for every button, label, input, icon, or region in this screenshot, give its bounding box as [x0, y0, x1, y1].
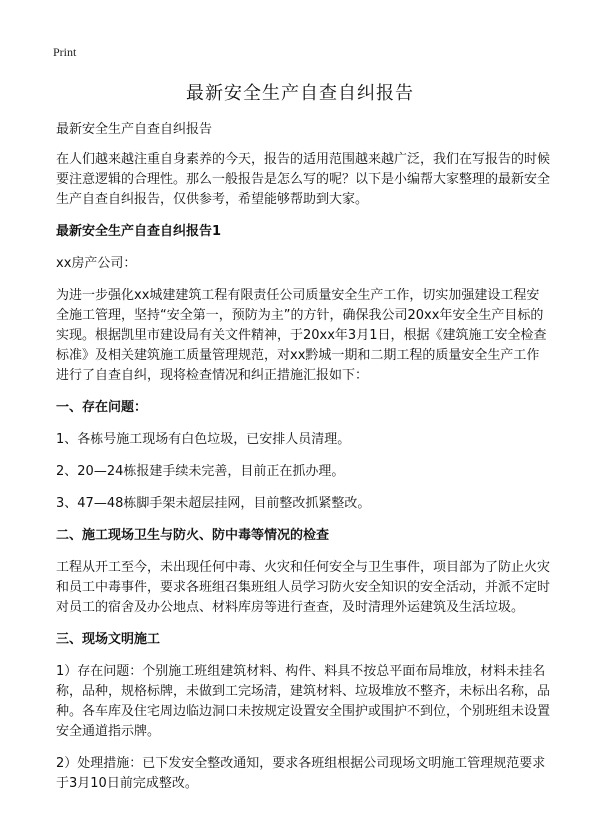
sub-item-1: 1）存在问题：个别施工班组建筑材料、构件、料具不按总平面布局堆放，材料未挂名称，品种，规格标牌，未做到工完场清，建筑材料、垃圾堆放不整齐，未标出名称，品种。各车库及住宅周边临边洞口未按规定设置安全围护或围护不到位，个别班组未设置安全通道指示牌。 — [56, 664, 551, 739]
intro-paragraph: 在人们越来越注重自身素养的今天，报告的适用范围越来越广泛，我们在写报告的时候要注意逻辑的合理性。那么一般报告是怎么写的呢？以下是小编帮大家整理的最新安全生产自查自纠报告，仅供参考，希望能够帮助到大家。 — [56, 152, 551, 207]
document-body — [56, 120, 551, 806]
print-label: Print — [53, 45, 77, 59]
document-subtitle: 最新安全生产自查自纠报告 — [56, 122, 213, 137]
document-title: 最新安全生产自查自纠报告 — [186, 83, 414, 104]
salutation: xx房产公司： — [56, 256, 137, 271]
section-heading-2: 二、施工现场卫生与防火、防中毒等情况的检查 — [56, 528, 330, 543]
issue-item-3: 3、47—48栋脚手架未超层挂网，目前整改抓紧整改。 — [56, 496, 371, 511]
section-heading-1: 一、存在问题： — [56, 400, 148, 415]
body-paragraph-1: 为进一步强化xx城建建筑工程有限责任公司质量安全生产工作，切实加强建设工程安全施工管理，坚持“安全第一，预防为主”的方针，确保我公司20xx年安全生产目标的实现。根据凯里市建设局有关文件精神，于20xx年3月1日，根据《建筑施工安全检查标准》及相关建筑施工质量管理规范，对xx黔城一期和二期工程的质量安全生产工作进行了自查自纠，现将检查情况和纠正措施汇报如下： — [56, 288, 547, 383]
issue-item-2: 2、20—24栋报建手续未完善，目前正在抓办理。 — [56, 464, 345, 479]
sub-item-2: 2）处理措施：已下发安全整改通知，要求各班组根据公司现场文明施工管理规范要求于3月10日前完成整改。 — [56, 756, 546, 791]
report-heading: 最新安全生产自查自纠报告1 — [56, 224, 222, 239]
body-paragraph-2: 工程从开工至今，未出现任何中毒、火灾和任何安全与卫生事件，项目部为了防止火灾和员工中毒事件，要求各班组召集班组人员学习防火安全知识的安全活动，并派不定时对员工的宿舍及办公地点、材料库房等进行查查，及时清理外运建筑及生活垃圾。 — [56, 560, 551, 615]
section-heading-3: 三、现场文明施工 — [56, 632, 161, 647]
issue-item-1: 1、各栋号施工现场有白色垃圾，已安排人员清理。 — [56, 432, 351, 447]
